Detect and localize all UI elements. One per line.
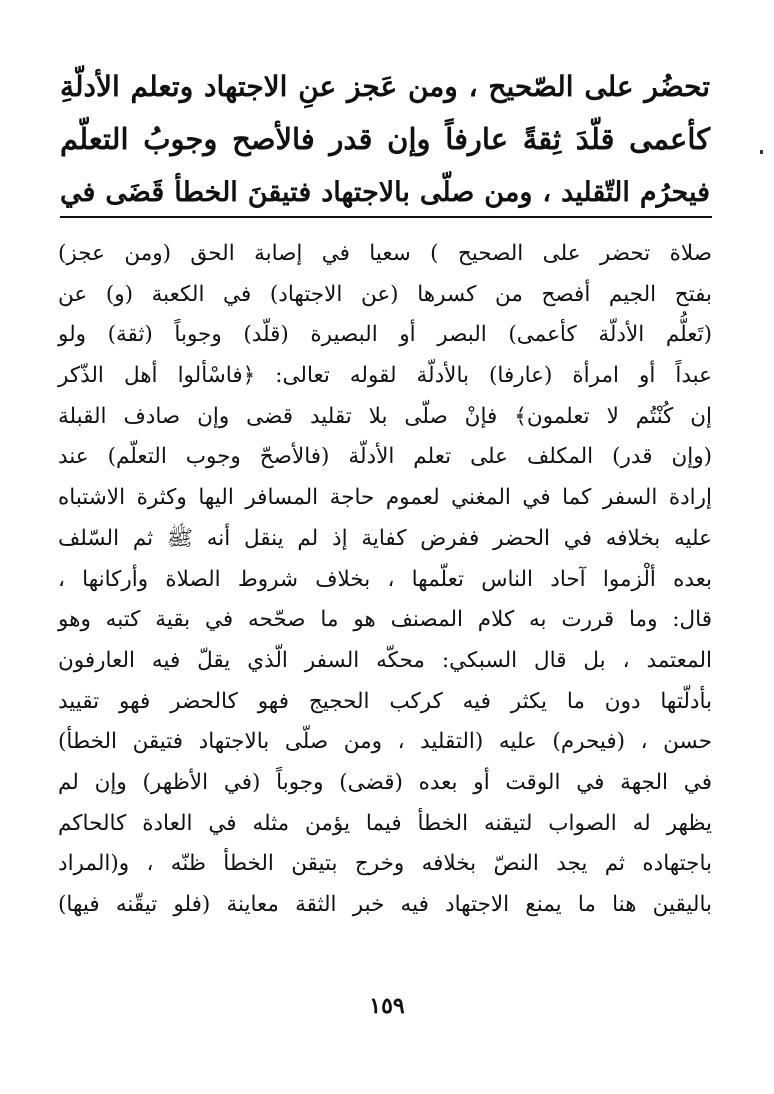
commentary-line: بفتح الجيم أفصح من كسرها (عن الاجتهاد) في الكعبة (و) عن — [58, 281, 712, 307]
commentary-line: بعده ألْزموا آحاد الناس تعلّمها ، بخلاف شروط الصلاة وأركانها ، — [58, 566, 712, 592]
commentary-line: إن كُنْتُم لا تعلمون﴾ فإنْ صلّى بلا تقليد قضى وإن صادف القبلة — [58, 403, 712, 429]
commentary-block — [58, 234, 712, 926]
main-text-block — [60, 60, 710, 219]
separator-rule — [60, 216, 712, 218]
commentary-line: قال: وما قررت به كلام المصنف هو ما صحّحه في بقية كتبه وهو — [58, 607, 712, 633]
commentary-line: باجتهاده ثم يجد النصّ بخلافه وخرج بتيقن الخطأ ظنّه ، و(المراد — [58, 851, 712, 877]
commentary-line: حسن ، (فيحرم) عليه (التقليد ، ومن صلّى بالاجتهاد فتيقن الخطأ) — [58, 729, 712, 755]
commentary-line: عليه بخلافه في الحضر ففرض كفاية إذ لم ينقل أنه ﷺ ثم السّلف — [58, 525, 712, 551]
commentary-line: يظهر له الصواب لتيقنه الخطأ فيما يؤمن مثله في العادة كالحاكم — [58, 810, 712, 836]
commentary-line: (وإن قدر) المكلف على تعلم الأدلّة (فالأصحّ وجوب التعلّم) عند — [58, 444, 712, 470]
commentary-line: بأدلّتها دون ما يكثر فيه كركب الحجيج فهو كالحضر فهو تقييد — [58, 688, 712, 714]
main-text-line: فيحرُم التّقليد ، ومن صلّى بالاجتهاد فتيقنَ الخطأ قَضَى في — [60, 177, 710, 208]
commentary-line: صلاة تحضر على الصحيح ) سعيا في إصابة الحق (ومن عجز) — [58, 241, 712, 266]
commentary-line: عبداً أو امرأة (عارفا) بالأدلّة لقوله تعالى: ﴿فاسْألوا أهل الذّكر — [58, 363, 712, 389]
margin-mark — [760, 150, 763, 154]
commentary-line: إرادة السفر كما في المغني لعموم حاجة المسافر اليها وكثرة الاشتباه — [58, 485, 712, 511]
main-text-line: تحضُر على الصّحيح ، ومن عَجز عنِ الاجتهاد وتعلم الأدلّةِ — [60, 70, 710, 103]
commentary-line: في الجهة في الوقت أو بعده (قضى) وجوباً (في الأظهر) وإن لم — [58, 769, 712, 795]
main-text-line: كأعمى قلّدَ ثِقةً عارفاً وإن قدر فالأصح وجوبُ التعلّم — [60, 122, 710, 156]
commentary-line: (تَعلُّم الأدلّة كأعمى) البصر أو البصيرة (قلّد) وجوباً (ثقة) ولو — [58, 322, 712, 348]
page-number: ١٥٩ — [369, 993, 405, 1019]
commentary-line: باليقين هنا ما يمنع الاجتهاد فيه خبر الثقة معاينة (فلو تيقّنه فيها) — [58, 892, 712, 917]
commentary-line: المعتمد ، بل قال السبكي: محكّه السفر الّذي يقلّ فيه العارفون — [58, 647, 712, 673]
